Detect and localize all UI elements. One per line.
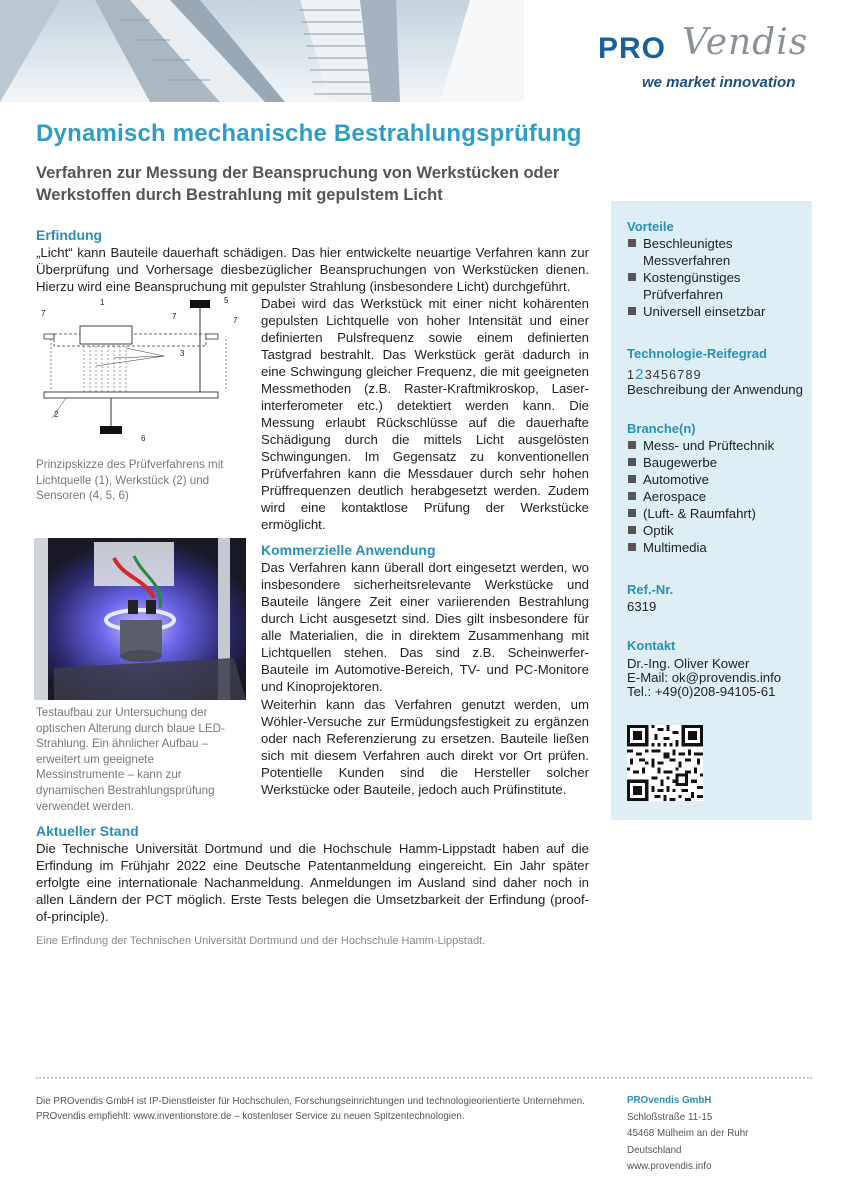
principle-diagram (36, 296, 248, 446)
trl-description: Beschreibung der Anwendung (627, 382, 803, 397)
vorteile-heading: Vorteile (627, 219, 674, 234)
invention-footnote: Eine Erfindung der Technischen Universität Dortmund und der Hochschule Hamm-Lippstadt. (36, 935, 486, 947)
provendis-logo (598, 18, 834, 92)
photo-caption: Testaufbau zur Untersuchung der optischen Alterung durch blaue LED-Strahlung. Ein ähnlicher Aufbau – erweitert um geeignete Messinstrumente – kann zur dynamischen Bestrahlungsprüfung verwendet werden. (36, 706, 225, 813)
kontakt-email[interactable]: E-Mail: ok@provendis.info (627, 670, 782, 685)
trl-heading: Technologie-Reifegrad (627, 346, 767, 361)
logo-pro-text: PRO (598, 32, 667, 65)
vorteil-item: Kostengünstiges Prüfverfahren (627, 269, 809, 303)
kontakt-phone: Tel.: +49(0)208-94105-61 (627, 684, 776, 699)
kommerziell-body-1: Das Verfahren kann überall dort eingesetzt werden, wo insbesondere sicherheitsrelevante Werkstücke und Bauteile längere Zeit einer variierenden Bestrahlung durch Licht ausgesetzt sind. Dies gilt insbesondere für alle Materialien, die in direktem Zusammenhang mit Lichtquellen stehen. Das sind z.B. Scheinwerfer-Bauteile im Automotive-Bereich, TV- und PC-Monitore und Kinoprojektoren. (261, 560, 589, 694)
qr-code[interactable] (627, 725, 703, 801)
footer-divider (36, 1077, 812, 1079)
diagram-caption: Prinzipskizze des Prüfverfahrens mit Lichtquelle (1), Werkstück (2) und Sensoren (4, 5, 6) (36, 458, 224, 503)
branche-item: Aerospace (627, 488, 809, 505)
footer-city: 45468 Mülheim an der Ruhr (627, 1128, 749, 1139)
footer-website[interactable]: www.provendis.info (627, 1161, 712, 1172)
diagram-label-1: 1 (100, 298, 105, 307)
diagram-label-6: 6 (141, 434, 146, 443)
branche-item: Mess- und Prüftechnik (627, 437, 809, 454)
logo-tagline: we market innovation (642, 74, 796, 91)
footer-line-1: Die PROvendis GmbH ist IP-Dienstleister für Hochschulen, Forschungseinrichtungen und technologieorientierte Unternehmen. (36, 1096, 585, 1107)
ref-heading: Ref.-Nr. (627, 582, 674, 597)
header-photo (0, 0, 524, 102)
vorteile-list (627, 235, 809, 320)
erfindung-body: Dabei wird das Werkstück mit einer nicht kohärenten gepulsten Lichtquelle von hoher Intensität und einer definierten Pulsfrequenz sowie einem definierten Tastgrad bestrahlt. Das Werkstück gerät dadurch in eine Schwingung gleicher Frequenz, die mit geeigneten Messmethoden (z.B. Raster-Kraftmikroskop, Laser-interferometer etc.) detektiert werden kann. Die Messung erlaubt Rückschlüsse auf die dauerhafte Schädigung durch die mittels Licht ausgelösten Schwingungen. Im Gegensatz zu konventionellen Prüfverfahren kann die Messdauer durch sehr hohen Prüffrequenzen deutlich herabgesetzt werden. Zudem wird eine kontaktlose Prüfung der Werkstücke ermöglicht. (261, 296, 589, 532)
kontakt-name: Dr.-Ing. Oliver Kower (627, 656, 750, 671)
branche-item: Automotive (627, 471, 809, 488)
branche-item: Optik (627, 522, 809, 539)
kommerziell-heading: Kommerzielle Anwendung (261, 542, 436, 558)
sidebar (611, 201, 812, 820)
footer-country: Deutschland (627, 1144, 682, 1156)
logo-vendis-text: Vendis (682, 22, 809, 63)
erfindung-intro: „Licht“ kann Bauteile dauerhaft schädigen. Das hier entwickelte neuartige Verfahren kann zur Überprüfung und Vorhersage diesbezüglicher Beanspruchungen von Werkstücken dienen. Hierzu wird eine Beanspruchung mit gepulster Strahlung (insbesondere Licht) durchgeführt. (36, 245, 589, 294)
vorteil-item: Universell einsetzbar (627, 303, 809, 320)
stand-body: Die Technische Universität Dortmund und die Hochschule Hamm-Lippstadt haben auf die Erfindung im Frühjahr 2022 eine Deutsche Patentanmeldung eingereicht. Ein Jahr später erfolgte eine internationale Nachanmeldung. Anmeldungen im Ausland sind daher noch in allen Ländern der PCT möglich. Erste Tests belegen die Umsetzbarkeit der Erfindung (proof-of-principle). (36, 841, 589, 924)
branche-heading: Branche(n) (627, 421, 696, 436)
footer-street: Schloßstraße 11-15 (627, 1111, 713, 1123)
page-title: Dynamisch mechanische Bestrahlungsprüfung (36, 120, 582, 147)
footer-company: PROvendis GmbH (627, 1095, 712, 1106)
diagram-label-3: 3 (180, 349, 185, 358)
footer-line-2: PROvendis empfiehlt: www.inventionstore.de – kostenloser Service zu neuen Spitzentechnologien. (36, 1110, 465, 1122)
erfindung-heading: Erfindung (36, 227, 103, 243)
footer-address (627, 1093, 748, 1176)
branche-list (627, 437, 809, 556)
stand-heading: Aktueller Stand (36, 823, 139, 839)
diagram-label-7a: 7 (41, 309, 46, 318)
test-setup-photo (34, 538, 246, 700)
footer-info (36, 1095, 585, 1124)
trl-active: 2 (635, 366, 645, 383)
trl-before: 1 (627, 368, 636, 382)
branche-item: (Luft- & Raumfahrt) (627, 505, 809, 522)
diagram-label-5: 5 (224, 296, 229, 305)
page-subtitle: Verfahren zur Messung der Beanspruchung von Werkstücken oder Werkstoffen durch Bestrahlung mit gepulstem Licht (36, 164, 560, 204)
diagram-label-7c: 7 (233, 316, 238, 325)
kommerziell-body-2: Weiterhin kann das Verfahren genutzt werden, um Wöhler-Versuche zur Ermüdungsfestigkeit zu ergänzen oder nach Referenzierung zu ersetzen. Bauteile ließen sich mit diesem Verfahren auch direkt vor Ort prüfen. Potentielle Kunden sind die Hersteller solcher Werkstücke oder Bauteile, jedoch auch Prüfinstitute. (261, 697, 589, 797)
ref-number: 6319 (627, 599, 657, 614)
kontakt-heading: Kontakt (627, 638, 676, 653)
diagram-label-2: 2 (54, 410, 59, 419)
branche-item: Baugewerbe (627, 454, 809, 471)
vorteil-item: Beschleunigtes Messverfahren (627, 235, 809, 269)
trl-after: 3456789 (644, 368, 702, 382)
branche-item: Multimedia (627, 539, 809, 556)
diagram-label-7b: 7 (172, 312, 177, 321)
